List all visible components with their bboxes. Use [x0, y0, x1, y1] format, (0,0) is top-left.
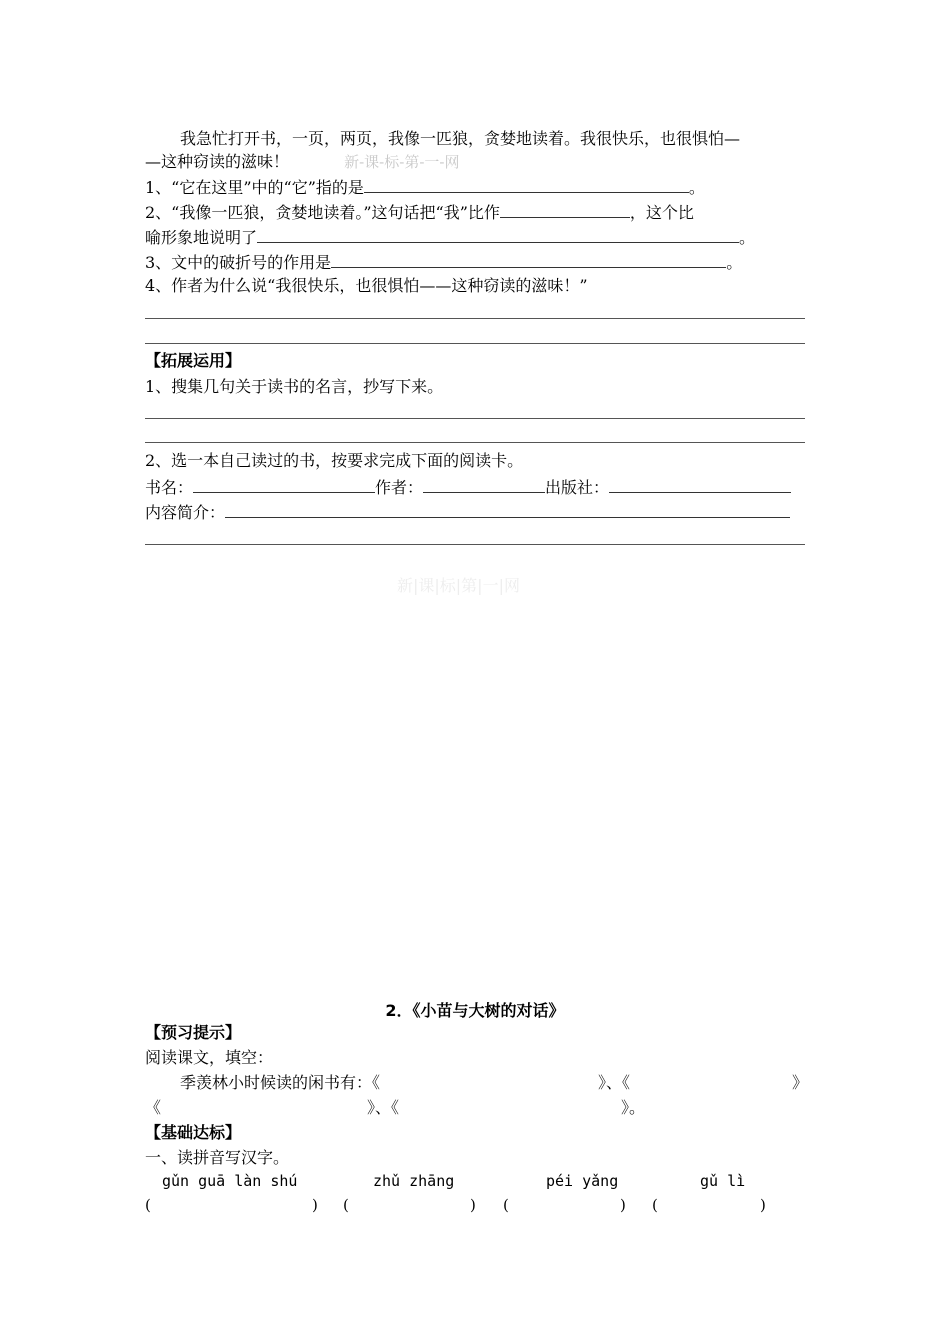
- summary-row: [145, 501, 805, 523]
- books-text: 季羡林小时候读的闲书有：《: [180, 1073, 381, 1092]
- question-2-text-mid: ，这个比: [629, 203, 694, 222]
- answer-blank[interactable]: [500, 201, 630, 218]
- section-heading-extension: 【拓展运用】: [145, 351, 242, 370]
- paren-open[interactable]: (: [145, 1196, 151, 1214]
- basics-item-1: 一、读拼音写汉字。: [145, 1148, 290, 1167]
- books-text: 》、《: [598, 1073, 631, 1092]
- pinyin-2: zhǔ zhāng: [373, 1172, 455, 1190]
- paren-open[interactable]: (: [343, 1196, 349, 1214]
- pinyin-1: gǔn guā làn shú: [162, 1172, 298, 1190]
- watermark-text-faint: 新|课|标|第|一|网: [397, 576, 520, 595]
- pinyin-4: gǔ lì: [700, 1172, 746, 1190]
- watermark-text: 新-课-标-第-一-网: [344, 153, 460, 171]
- answer-blank[interactable]: [257, 226, 739, 243]
- question-2-text: 2、“我像一匹狼，贪婪地读着。”这句话把“我”比作: [145, 203, 500, 222]
- answer-blank[interactable]: [364, 176, 689, 193]
- book-name-blank[interactable]: [193, 476, 375, 493]
- extension-item-1: 1、搜集几句关于读书的名言，抄写下来。: [145, 377, 444, 396]
- author-blank[interactable]: [423, 476, 545, 493]
- answer-line[interactable]: [145, 544, 805, 545]
- books-text: 》。: [621, 1098, 646, 1117]
- books-line-2: [145, 1097, 805, 1119]
- preview-instruction: 阅读课文，填空：: [145, 1048, 274, 1067]
- answer-line[interactable]: [145, 442, 805, 443]
- section-heading-preview: 【预习提示】: [145, 1023, 242, 1042]
- paren-close: ): [620, 1196, 626, 1214]
- question-3-text: 3、文中的破折号的作用是: [145, 253, 332, 272]
- books-text: 》、《: [367, 1098, 400, 1117]
- publisher-blank[interactable]: [609, 476, 791, 493]
- question-1: [145, 176, 805, 198]
- books-text: 》: [792, 1073, 809, 1092]
- question-2: [145, 201, 805, 223]
- extension-item-2: 2、选一本自己读过的书，按要求完成下面的阅读卡。: [145, 451, 524, 470]
- punctuation: 。: [688, 178, 705, 197]
- books-text: 《: [145, 1098, 162, 1117]
- pinyin-3: péi yǎng: [546, 1172, 619, 1190]
- punctuation: 。: [739, 228, 756, 247]
- answer-blank[interactable]: [331, 251, 726, 268]
- book-name-label: 书名：: [145, 478, 194, 497]
- question-4-text: 4、作者为什么说“我很快乐，也很惧怕——这种窃读的滋味！”: [145, 276, 588, 295]
- answer-line[interactable]: [145, 318, 805, 319]
- paren-close: ): [760, 1196, 766, 1214]
- passage-text: —这种窃读的滋味！: [145, 152, 290, 171]
- answer-line[interactable]: [145, 343, 805, 344]
- section-heading-basics: 【基础达标】: [145, 1123, 242, 1142]
- punctuation: 。: [726, 253, 743, 272]
- books-line-1: [180, 1072, 809, 1094]
- summary-blank[interactable]: [225, 501, 790, 518]
- passage-line-1: [180, 128, 840, 150]
- question-1-text: 1、“它在这里”中的“它”指的是: [145, 178, 364, 197]
- summary-label: 内容简介：: [145, 503, 226, 522]
- question-2-text-line2: 喻形象地说明了: [145, 228, 258, 247]
- reading-card-row: [145, 476, 805, 498]
- publisher-label: 出版社：: [545, 478, 610, 497]
- question-4: [145, 275, 805, 297]
- lesson-title: 2．《小苗与大树的对话》: [385, 1001, 565, 1020]
- paren-close: ): [470, 1196, 476, 1214]
- paren-close: ): [312, 1196, 318, 1214]
- question-3: [145, 251, 805, 273]
- passage-text: 我急忙打开书，一页，两页，我像一匹狼，贪婪地读着。我很快乐，也很惧怕—: [180, 129, 741, 148]
- author-label: 作者：: [375, 478, 424, 497]
- answer-line[interactable]: [145, 418, 805, 419]
- paren-open[interactable]: (: [652, 1196, 658, 1214]
- question-2-line-2: [145, 226, 805, 248]
- passage-line-2: [145, 151, 805, 173]
- paren-open[interactable]: (: [503, 1196, 509, 1214]
